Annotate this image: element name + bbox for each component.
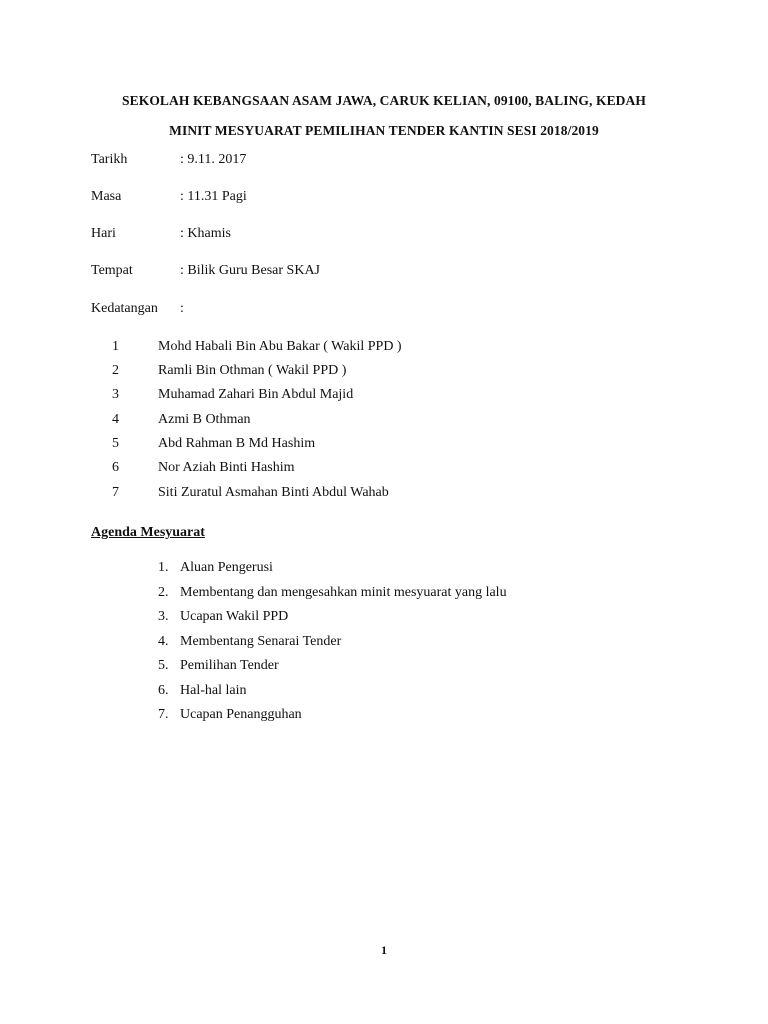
agenda-text: Membentang dan mengesahkan minit mesyuarat yang lalu: [180, 585, 507, 600]
agenda-number: 3.: [158, 609, 169, 624]
school-heading: SEKOLAH KEBANGSAAN ASAM JAWA, CARUK KELIAN, 09100, BALING, KEDAH: [122, 93, 646, 108]
agenda-number: 6.: [158, 683, 169, 698]
attendee-number: 6: [112, 460, 119, 475]
attendee-name: Nor Aziah Binti Hashim: [158, 460, 295, 475]
attendee-name: Siti Zuratul Asmahan Binti Abdul Wahab: [158, 485, 389, 500]
minutes-title: MINIT MESYUARAT PEMILIHAN TENDER KANTIN SESI 2018/2019: [169, 123, 599, 138]
attendee-name: Ramli Bin Othman ( Wakil PPD ): [158, 363, 347, 378]
attendee-name: Azmi B Othman: [158, 412, 251, 427]
detail-value: : 11.31 Pagi: [180, 189, 247, 204]
detail-value: : Khamis: [180, 226, 231, 241]
attendee-number: 5: [112, 436, 119, 451]
agenda-number: 5.: [158, 658, 169, 673]
agenda-text: Hal-hal lain: [180, 683, 247, 698]
attendee-number: 3: [112, 387, 119, 402]
attendee-number: 2: [112, 363, 119, 378]
detail-value: : 9.11. 2017: [180, 152, 247, 167]
agenda-number: 2.: [158, 585, 169, 600]
detail-label: Kedatangan: [91, 301, 158, 316]
attendee-name: Abd Rahman B Md Hashim: [158, 436, 316, 451]
agenda-text: Aluan Pengerusi: [180, 560, 273, 575]
agenda-number: 1.: [158, 560, 169, 575]
agenda-number: 4.: [158, 634, 169, 649]
detail-label: Tempat: [91, 263, 133, 278]
attendee-number: 7: [112, 485, 119, 500]
agenda-number: 7.: [158, 707, 169, 722]
page-number: 1: [381, 943, 387, 957]
attendee-name: Mohd Habali Bin Abu Bakar ( Wakil PPD ): [158, 339, 402, 354]
agenda-text: Ucapan Penangguhan: [180, 707, 302, 722]
agenda-text: Pemilihan Tender: [180, 658, 279, 673]
agenda-text: Ucapan Wakil PPD: [180, 609, 289, 624]
agenda-text: Membentang Senarai Tender: [180, 634, 342, 649]
detail-label: Hari: [91, 226, 116, 241]
detail-label: Masa: [91, 189, 122, 204]
detail-value: :: [180, 301, 184, 316]
detail-value: : Bilik Guru Besar SKAJ: [180, 263, 320, 278]
detail-label: Tarikh: [91, 152, 128, 167]
agenda-heading: Agenda Mesyuarat: [91, 525, 205, 540]
attendee-number: 4: [112, 412, 119, 427]
attendee-name: Muhamad Zahari Bin Abdul Majid: [158, 387, 354, 402]
attendee-number: 1: [112, 339, 119, 354]
